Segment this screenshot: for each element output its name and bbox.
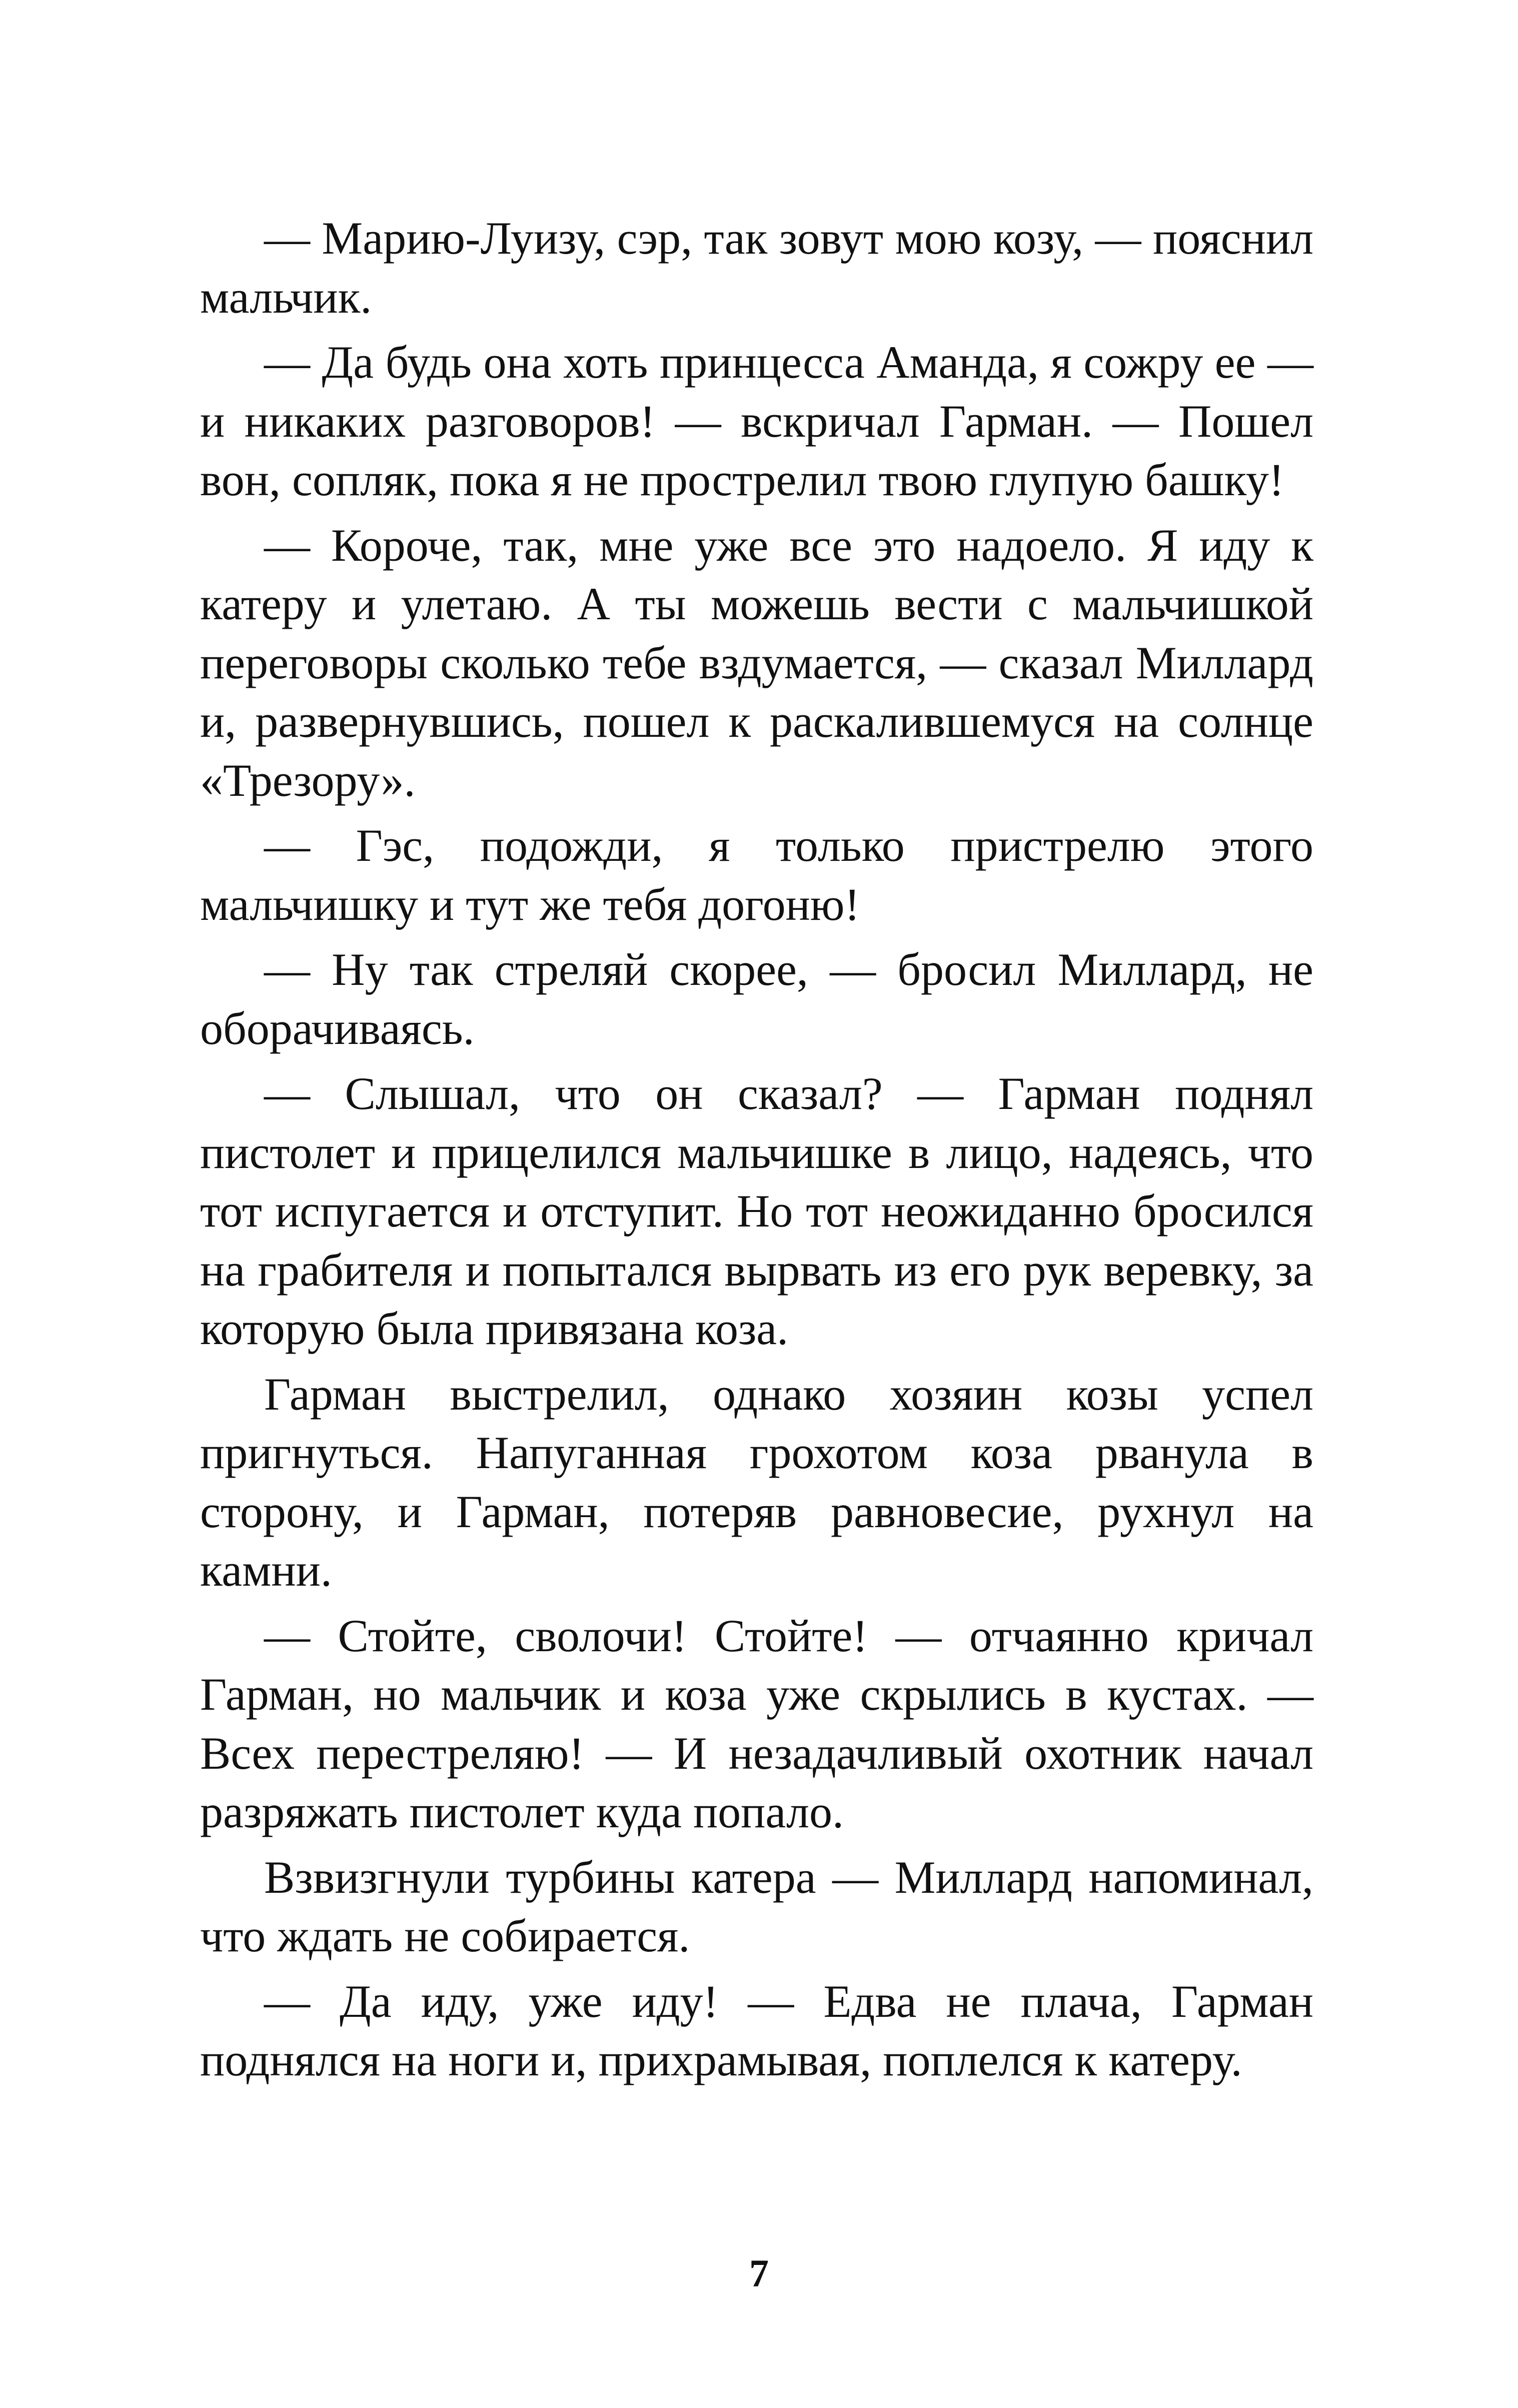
paragraph-3: — Короче, так, мне уже все это надоело. Я иду к катеру и улетаю. А ты можешь вести с мальчишкой переговоры сколько тебе вздумается, — сказал Миллард и, развернувшись, пошел к раскалившемуся на солнце «Трезору». [200,519,1313,806]
paragraph-10: — Да иду, уже иду! — Едва не плача, Гарман поднялся на ноги и, прихрамывая, поплелся к катеру. [200,1975,1313,2085]
paragraph-7: Гарман выстрелил, однако хозяин козы успел пригнуться. Напуганная грохотом коза рванула в сторону, и Гарман, потеряв равновесие, рухнул на камни. [200,1368,1313,1596]
page-number: 7 [749,2251,769,2295]
paragraph-1: — Марию-Луизу, сэр, так зовут мою козу, — пояснил мальчик. [200,213,1313,323]
paragraph-9: Взвизгнули турбины катера — Миллард напоминал, что ждать не собирается. [200,1851,1313,1961]
paragraph-6: — Слышал, что он сказал? — Гарман поднял пистолет и прицелился мальчишке в лицо, надеясь, что тот испугается и отступит. Но тот неожиданно бросился на грабителя и попытался вырвать из его рук веревку, за которую была привязана коза. [200,1068,1313,1354]
paragraph-2: — Да будь она хоть принцесса Аманда, я сожру ее — и никаких разговоров! — вскричал Гарман. — Пошел вон, сопляк, пока я не прострелил твою глупую башку! [200,337,1313,505]
paragraph-5: — Ну так стреляй скорее, — бросил Миллард, не оборачиваясь. [200,944,1313,1054]
paragraph-8: — Стойте, сволочи! Стойте! — отчаянно кричал Гарман, но мальчик и коза уже скрылись в кустах. — Всех перестреляю! — И незадачливый охотник начал разряжать пистолет куда попало. [200,1610,1313,1837]
paragraph-4: — Гэс, подожди, я только пристрелю этого мальчишку и тут же тебя догоню! [200,820,1313,930]
body-text [200,209,1313,2090]
